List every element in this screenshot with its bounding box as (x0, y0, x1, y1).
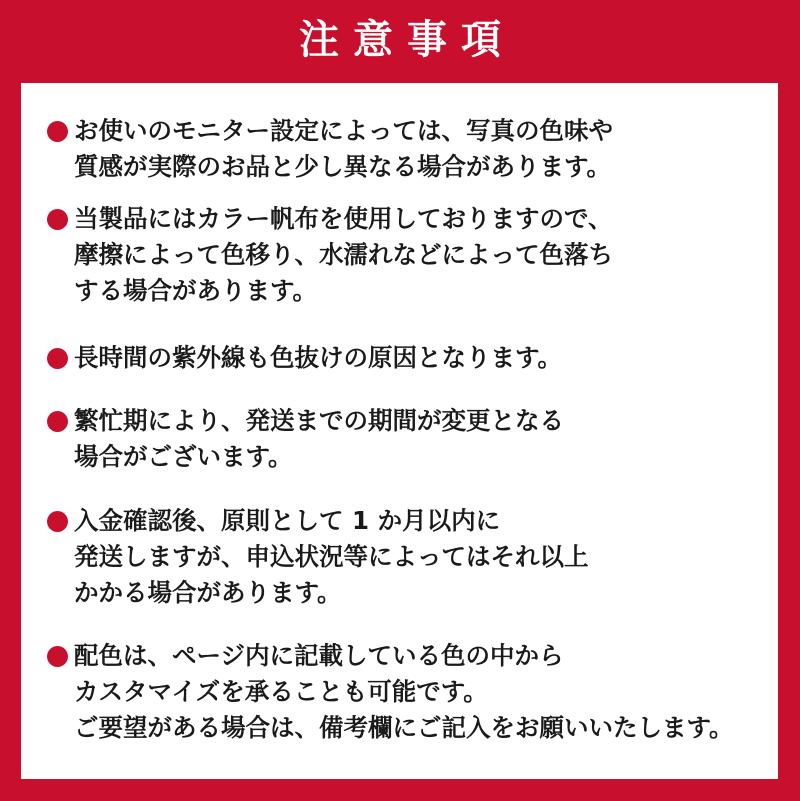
notice-text-line: 入金確認後、原則として 1 か月以内に (74, 506, 501, 535)
notice-text-line: する場合があります。 (74, 276, 318, 305)
notice-text-line: 繁忙期により、発送までの期間が変更となる (74, 406, 564, 435)
notice-item-color-customization (47, 638, 767, 746)
notice-text-line: 長時間の紫外線も色抜けの原因となります。 (74, 343, 563, 372)
notice-text-line: 摩擦によって色移り、水濡れなどによって色落ち (74, 240, 613, 269)
bullet-icon (47, 348, 68, 369)
notice-text-line: ご要望がある場合は、備考欄にご記入をお願いいたします。 (74, 713, 734, 742)
notice-item-color-transfer (47, 201, 767, 309)
bullet-icon (47, 121, 68, 142)
notice-text-line: かかる場合があります。 (74, 578, 342, 607)
notice-text-line: 配色は、ページ内に記載している色の中から (74, 641, 564, 670)
notice-item-monitor-color (47, 113, 767, 185)
notice-text-line: カスタマイズを承ることも可能です。 (74, 677, 488, 706)
notice-item-busy-season (47, 403, 767, 475)
header-banner (0, 0, 800, 80)
notice-item-uv-fading (47, 340, 767, 376)
bullet-icon (47, 646, 68, 667)
bullet-icon (47, 511, 68, 532)
page-title: 注意事項 (299, 17, 515, 63)
notice-text-line: 質感が実際のお品と少し異なる場合があります。 (74, 152, 612, 181)
notice-item-shipping-time (47, 503, 767, 611)
notice-text-line: 場合がございます。 (74, 442, 293, 471)
bullet-icon (47, 209, 68, 230)
notice-text-line: 当製品にはカラー帆布を使用しておりますので、 (74, 204, 613, 233)
notice-panel (21, 83, 778, 779)
notice-text-line: お使いのモニター設定によっては、写真の色味や (74, 116, 613, 145)
notice-text-line: 発送しますが、申込状況等によってはそれ以上 (74, 542, 589, 571)
bullet-icon (47, 411, 68, 432)
